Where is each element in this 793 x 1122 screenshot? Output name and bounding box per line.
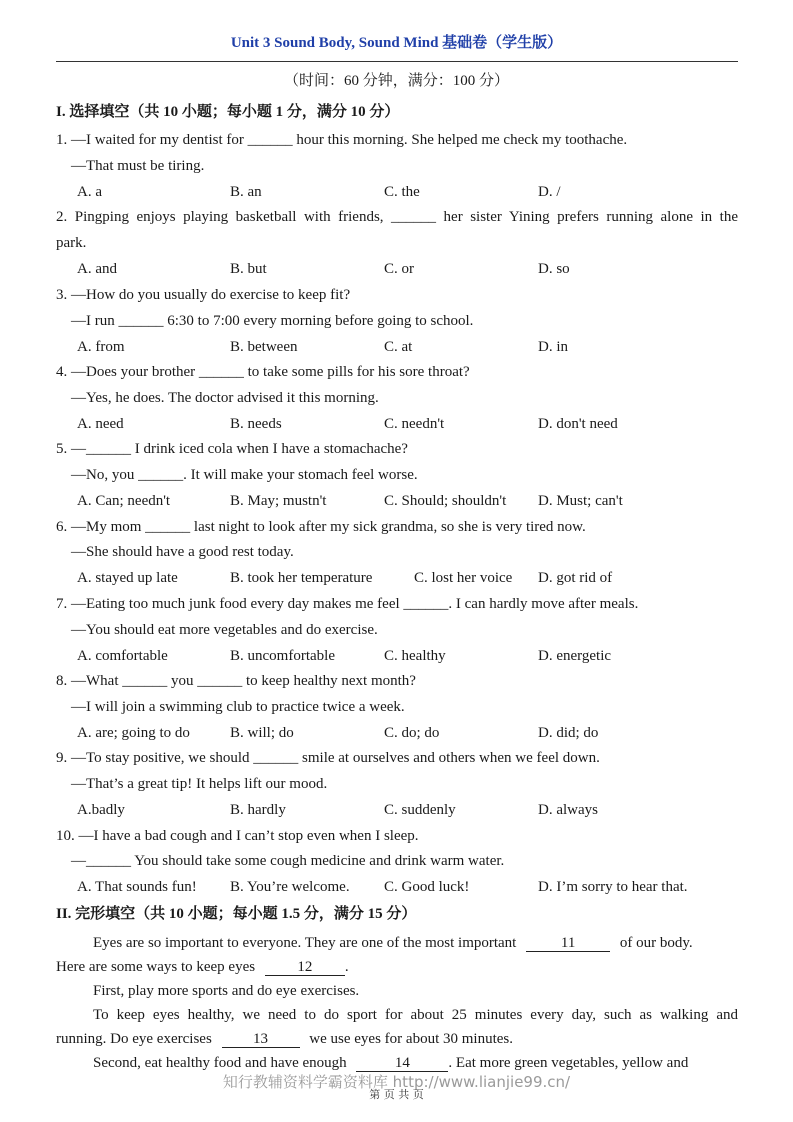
question-8-stem: 8. —What ______ you ______ to keep healthy next month?: [56, 673, 416, 689]
question-1-option-b: B. an: [230, 184, 262, 200]
passage-text: we use eyes for about 30 minutes.: [309, 1031, 513, 1047]
question-10-option-d: D. I’m sorry to hear that.: [538, 879, 688, 895]
exam-duration: （时间：60 分钟，满分：100 分）: [283, 73, 509, 89]
question-2-option-d: D. so: [538, 261, 570, 277]
question-7-option-b: B. uncomfortable: [230, 648, 335, 664]
question-4-option-c: C. needn't: [384, 416, 445, 432]
question-7-option-c: C. healthy: [384, 648, 446, 664]
question-7-option-a: A. comfortable: [77, 648, 168, 664]
question-3-reply: —I run ______ 6:30 to 7:00 every morning before going to school.: [71, 313, 474, 329]
question-4-option-a: A. need: [77, 416, 124, 432]
question-6-option-a: A. stayed up late: [77, 570, 178, 586]
question-3-option-d: D. in: [538, 339, 568, 355]
question-5-option-c: C. Should; shouldn't: [384, 493, 507, 509]
passage-text: Second, eat healthy food and have enough: [93, 1055, 347, 1071]
question-2-stem: 2. Pingping enjoys playing basketball with friends, ______ her sister Yining prefers running alone in the: [56, 209, 738, 225]
question-4-option-b: B. needs: [230, 416, 282, 432]
passage-line-5: [56, 1030, 513, 1048]
question-9-option-b: B. hardly: [230, 802, 286, 818]
question-1-stem: 1. —I waited for my dentist for ______ hour this morning. She helped me check my toothache.: [56, 132, 628, 148]
section-1-heading: I. 选择填空（共 10 小题；每小题 1 分，满分 10 分）: [56, 104, 400, 120]
passage-line-6: [93, 1054, 738, 1072]
question-3-option-a: A. from: [77, 339, 125, 355]
question-6-option-c: C. lost her voice: [414, 570, 513, 586]
cloze-blank-12: 12: [265, 959, 345, 976]
question-7-stem: 7. —Eating too much junk food every day makes me feel ______. I can hardly move after meals.: [56, 596, 639, 612]
passage-text: Eyes are so important to everyone. They are one of the most important: [93, 935, 517, 951]
watermark-text: 知行教辅资料学霸资料库 http://www.lianjie99.cn/: [222, 1073, 571, 1091]
question-2-option-b: B. but: [230, 261, 267, 277]
question-6-option-d: D. got rid of: [538, 570, 613, 586]
passage-line-4: To keep eyes healthy, we need to do sport for about 25 minutes every day, such as walking and: [93, 1007, 738, 1023]
section-2-heading: II. 完形填空（共 10 小题；每小题 1.5 分，满分 15 分）: [56, 906, 417, 922]
question-8-reply: —I will join a swimming club to practice twice a week.: [71, 699, 405, 715]
question-10-reply: —______ You should take some cough medicine and drink warm water.: [71, 853, 505, 869]
page-number: 第 页 共 页: [369, 1088, 424, 1101]
question-7-reply: —You should eat more vegetables and do exercise.: [71, 622, 378, 638]
passage-text: of our body.: [619, 935, 693, 951]
question-8-option-c: C. do; do: [384, 725, 440, 741]
question-9-option-d: D. always: [538, 802, 598, 818]
question-6-option-b: B. took her temperature: [230, 570, 373, 586]
passage-text: . Eat more green vegetables, yellow and: [448, 1055, 689, 1071]
passage-text: Here are some ways to keep eyes: [56, 959, 256, 975]
passage-text: running. Do eye exercises: [56, 1031, 212, 1047]
question-10-option-c: C. Good luck!: [384, 879, 470, 895]
question-4-option-d: D. don't need: [538, 416, 618, 432]
question-2-option-a: A. and: [77, 261, 117, 277]
question-1-option-c: C. the: [384, 184, 420, 200]
cloze-blank-11: 11: [526, 935, 610, 952]
question-10-option-b: B. You’re welcome.: [230, 879, 350, 895]
question-7-option-d: D. energetic: [538, 648, 612, 664]
question-5-stem: 5. —______ I drink iced cola when I have a stomachache?: [56, 441, 408, 457]
header-divider: [56, 61, 738, 62]
question-1-option-d: D. /: [538, 184, 561, 200]
question-3-stem: 3. —How do you usually do exercise to keep fit?: [56, 287, 351, 303]
question-5-reply: —No, you ______. It will make your stomach feel worse.: [71, 467, 418, 483]
question-1-reply: —That must be tiring.: [71, 158, 205, 174]
passage-line-2: [56, 958, 349, 976]
cloze-blank-13: 13: [222, 1031, 300, 1048]
question-8-option-d: D. did; do: [538, 725, 599, 741]
question-5-option-b: B. May; mustn't: [230, 493, 327, 509]
question-5-option-a: A. Can; needn't: [77, 493, 171, 509]
question-1-option-a: A. a: [77, 184, 102, 200]
question-6-reply: —She should have a good rest today.: [71, 544, 294, 560]
question-9-option-c: C. suddenly: [384, 802, 456, 818]
question-4-reply: —Yes, he does. The doctor advised it this morning.: [71, 390, 379, 406]
page-title: Unit 3 Sound Body, Sound Mind 基础卷（学生版）: [230, 35, 563, 51]
question-3-option-b: B. between: [230, 339, 298, 355]
question-10-option-a: A. That sounds fun!: [77, 879, 197, 895]
question-2-stem-continued: park.: [56, 235, 87, 251]
cloze-blank-14: 14: [356, 1055, 448, 1072]
question-4-stem: 4. —Does your brother ______ to take some pills for his sore throat?: [56, 364, 470, 380]
question-9-reply: —That’s a great tip! It helps lift our mood.: [71, 776, 328, 792]
passage-line-1: [93, 934, 738, 952]
question-6-stem: 6. —My mom ______ last night to look after my sick grandma, so she is very tired now.: [56, 519, 586, 535]
question-3-option-c: C. at: [384, 339, 413, 355]
question-2-option-c: C. or: [384, 261, 414, 277]
question-5-option-d: D. Must; can't: [538, 493, 623, 509]
passage-text: .: [344, 959, 349, 975]
question-8-option-a: A. are; going to do: [77, 725, 190, 741]
question-9-stem: 9. —To stay positive, we should ______ smile at ourselves and others when we feel down.: [56, 750, 600, 766]
question-9-option-a: A.badly: [77, 802, 125, 818]
passage-line-3: First, play more sports and do eye exercises.: [93, 983, 360, 999]
question-8-option-b: B. will; do: [230, 725, 294, 741]
question-10-stem: 10. —I have a bad cough and I can’t stop even when I sleep.: [56, 828, 419, 844]
